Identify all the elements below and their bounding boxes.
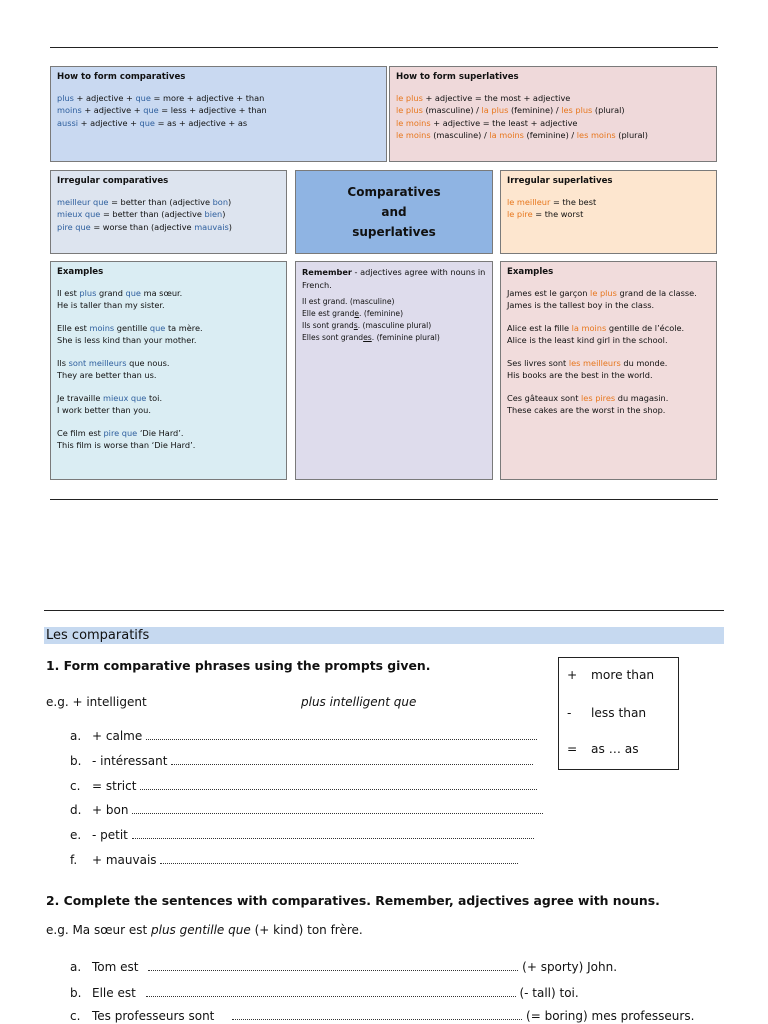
text-run: grand de la classe. [616,287,697,298]
summary-bottom-rule [50,499,718,500]
text-run: Elle est [57,322,90,333]
section-top-rule [44,610,724,611]
item-letter: c. [70,1009,81,1023]
q1-item [70,827,534,843]
text-run: = less + adjective + than [158,105,267,115]
keyword-orange: la plus [481,105,509,115]
legend-symbol: + [567,668,578,682]
text-run: grand [96,287,126,298]
text-run: + adjective + [73,92,136,103]
superlatives-examples-box [500,261,717,480]
text-run: Elles sont grand [302,333,364,342]
text-run: This film is worse than ‘Die Hard’. [57,440,196,450]
keyword-blue: que [125,287,141,298]
text-run: . (masculine plural) [357,321,432,330]
text-run: ) [228,221,232,232]
item-letter: c. [70,779,81,793]
top-rule [50,47,718,48]
rich-lines [57,92,380,130]
keyword-blue: que [143,105,159,115]
question-2: 2. Complete the sentences with comparatives. Remember, adjectives agree with nouns. [46,893,660,908]
agreement-ending: es [363,333,372,342]
legend-text: as … as [591,742,639,756]
q1-item [70,778,537,794]
item-sentence-end: (+ sporty) John. [522,960,618,974]
text-run: = as + adjective + as [154,117,248,128]
text-line [507,369,710,382]
how-comparatives-box [50,66,387,162]
text-run: (masculine) / [422,105,482,115]
keyword-blue: pire que [57,221,91,232]
keyword-blue: plus [57,92,74,103]
text-run: + adjective + [81,105,144,115]
example-item [507,287,710,312]
example-list [507,287,710,417]
keyword-orange: le meilleur [507,196,551,207]
text-run: que nous. [126,357,170,368]
text-run: ) [222,209,226,219]
keyword-blue: mauvais [194,221,229,232]
text-line [57,221,280,234]
text-line [57,299,280,312]
text-run: Il est [57,287,80,298]
keyword-orange: la moins [489,130,524,140]
rich-lines [57,196,280,234]
example-item [57,322,280,347]
text-line [396,104,710,117]
box-heading: Examples [507,267,554,277]
example-list [57,287,280,452]
q2-example [46,922,363,938]
keyword-orange: les pires [581,392,616,403]
text-run: ma sœur. [140,287,183,298]
keyword-blue: pire que [103,427,138,438]
text-line [57,117,380,130]
text-line [396,129,710,142]
text-run: (feminine) / [508,105,562,115]
item-prompt: + mauvais [92,853,157,867]
text-run: ta mère. [165,322,203,333]
example-item [57,392,280,417]
q2-example-pre: e.g. Ma sœur est [46,923,151,937]
keyword-blue: sont meilleurs [68,357,127,368]
item-prompt: - petit [92,828,128,842]
keyword-orange: le moins [396,117,431,128]
text-run: Alice est la fille [507,322,572,333]
legend-symbol: = [567,742,578,756]
item-letter: d. [70,803,82,817]
text-line [57,287,280,300]
text-line [507,392,710,405]
text-line [302,320,486,332]
item-sentence-start: Elle est [92,986,136,1000]
keyword-orange: les meilleurs [568,357,621,368]
item-sentence-start: Tom est [92,960,139,974]
legend-text: more than [591,668,655,682]
example-item [507,322,710,347]
q1-example-label: e.g. + intelligent [46,695,147,709]
box-heading: How to form superlatives [396,72,519,82]
text-run: (feminine) / [523,130,577,140]
keyword-orange: les moins [576,130,616,140]
center-title-line: Comparatives [347,185,441,199]
text-run: His books are the best in the world. [507,370,653,380]
text-line [396,92,710,105]
item-prompt: + bon [92,803,129,817]
text-run: She is less kind than your mother. [57,335,197,345]
keyword-blue: moins [57,105,82,115]
keyword-blue: que [149,322,166,333]
answer-blank[interactable] [132,828,534,839]
remember-label: Remember [302,267,352,277]
box-heading: Examples [57,267,104,277]
text-run: I work better than you. [57,405,151,415]
keyword-blue: moins [89,322,115,333]
example-item [57,357,280,382]
keyword-orange: le plus [396,105,423,115]
keyword-blue: mieux que [57,209,101,219]
text-run: James est le garçon [507,287,591,298]
item-sentence-end: (= boring) mes professeurs. [526,1009,695,1023]
text-line [57,92,380,105]
text-line [57,322,280,335]
how-superlatives-box [389,66,717,162]
agreement-ending: e [354,309,360,318]
answer-blank[interactable] [146,986,516,997]
text-line [302,296,486,308]
text-run: = more + adjective + than [150,92,265,103]
text-run: (masculine) / [430,130,490,140]
text-run: These cakes are the worst in the shop. [507,405,666,415]
item-prompt: = strict [92,779,137,793]
q1-example-answer: plus intelligent que [301,695,417,709]
text-run: Je travaille [57,392,103,403]
legend-text: less than [591,706,647,720]
item-letter: f. [70,853,78,867]
box-heading: How to form comparatives [57,72,186,82]
text-line [57,208,280,221]
section-title: Les comparatifs [46,628,150,643]
comparatives-examples-box [50,261,287,480]
text-line [396,117,710,130]
text-line [507,404,710,417]
item-sentence-start: Tes professeurs sont [92,1009,215,1023]
question-1: 1. Form comparative phrases using the prompts given. [46,658,431,673]
text-run: = worse than (adjective [90,221,195,232]
keyword-orange: le plus [396,92,423,103]
box-heading: Irregular superlatives [507,176,613,186]
example-item [57,427,280,452]
legend-box [558,657,679,770]
keyword-blue: meilleur que [57,196,109,207]
item-letter: b. [70,754,82,768]
keyword-orange: le plus [590,287,617,298]
item-letter: a. [70,960,82,974]
text-line [57,196,280,209]
q2-item [70,1008,694,1024]
text-run: (plural) [615,130,648,140]
keyword-orange: la moins [571,322,607,333]
text-run: du monde. [620,357,668,368]
text-line [57,439,280,452]
text-line [302,308,486,320]
text-run: + adjective + [78,117,140,128]
irregular-comparatives-box [50,170,287,254]
text-line [302,332,486,344]
answer-blank[interactable] [232,1009,522,1020]
keyword-orange: le pire [507,209,533,219]
center-title-box [295,170,493,254]
keyword-blue: plus [79,287,97,298]
keyword-blue: que [139,117,155,128]
text-run: ) [228,196,232,207]
answer-blank[interactable] [140,779,537,790]
q1-item [70,728,537,744]
text-run: Ces gâteaux sont [507,392,582,403]
rich-lines [396,92,710,142]
answer-blank[interactable] [160,853,518,864]
text-run: gentille [114,322,150,333]
text-run: = better than (adjective [108,196,213,207]
q2-example-post: (+ kind) ton frère. [250,923,363,937]
text-run: James is the tallest boy in the class. [507,300,655,310]
answer-blank[interactable] [146,729,537,740]
text-run: They are better than us. [57,370,157,380]
text-line [57,404,280,417]
q1-item [70,753,533,769]
text-run: Elle est grand [302,309,355,318]
q2-example-answer: plus gentille que [151,923,251,937]
keyword-blue: bon [212,196,229,207]
legend-item [567,742,639,756]
q1-item [70,852,518,868]
text-run: Ils sont grand [302,321,354,330]
text-line [57,392,280,405]
irregular-superlatives-box [500,170,717,254]
answer-blank[interactable] [171,754,533,765]
keyword-blue: mieux que [102,392,147,403]
item-letter: b. [70,986,82,1000]
remember-box [295,261,493,480]
text-run: Il est grand. (masculine) [302,297,395,306]
text-run: Ce film est [57,427,104,438]
text-run: ‘Die Hard’. [137,427,184,438]
box-heading: Irregular comparatives [57,176,169,186]
text-line [507,208,710,221]
text-run: Ses livres sont [507,357,569,368]
answer-blank[interactable] [148,960,518,971]
text-line [57,334,280,347]
text-line [57,104,380,117]
text-run: = the worst [532,209,584,219]
item-letter: e. [70,828,82,842]
text-line [507,357,710,370]
text-line [507,299,710,312]
example-item [507,357,710,382]
item-prompt: - intéressant [92,754,168,768]
text-line [507,196,710,209]
text-run: = better than (adjective [100,209,205,219]
q2-item [70,959,617,975]
agreement-ending: s [353,321,358,330]
text-run: He is taller than my sister. [57,300,165,310]
q1-item [70,802,543,818]
keyword-blue: aussi [57,117,79,128]
text-run: Ils [57,357,69,368]
legend-item [567,668,654,682]
answer-blank[interactable] [132,803,543,814]
center-title-line: superlatives [352,225,436,239]
text-run: gentille de l’école. [606,322,685,333]
item-sentence-end: (- tall) toi. [519,986,579,1000]
keyword-orange: le moins [396,130,431,140]
text-run: . (feminine plural) [371,333,440,342]
rich-lines [507,196,710,221]
legend-item [567,706,646,720]
text-line [507,322,710,335]
item-prompt: + calme [92,729,143,743]
text-run: Alice is the least kind girl in the school. [507,335,668,345]
example-item [507,392,710,417]
text-line [57,369,280,382]
text-run: . (feminine) [359,309,404,318]
text-run: + adjective = the most + adjective [422,92,571,103]
example-item [57,287,280,312]
keyword-blue: que [135,92,151,103]
center-title-line: and [381,205,407,219]
text-run: toi. [146,392,163,403]
legend-symbol: - [567,706,572,720]
text-line [57,427,280,440]
text-line [57,357,280,370]
keyword-blue: bien [204,209,223,219]
remember-text: - adjectives agree with nouns in French. [302,267,486,290]
rich-lines [302,296,486,344]
text-line [507,287,710,300]
text-run: + adjective = the least + adjective [430,117,578,128]
text-run: (plural) [592,105,625,115]
text-run: du magasin. [615,392,669,403]
q2-item [70,985,579,1001]
center-title [347,182,440,242]
text-line [507,334,710,347]
keyword-orange: les plus [561,105,593,115]
text-run: = the best [550,196,597,207]
remember-heading [302,266,486,291]
item-letter: a. [70,729,82,743]
